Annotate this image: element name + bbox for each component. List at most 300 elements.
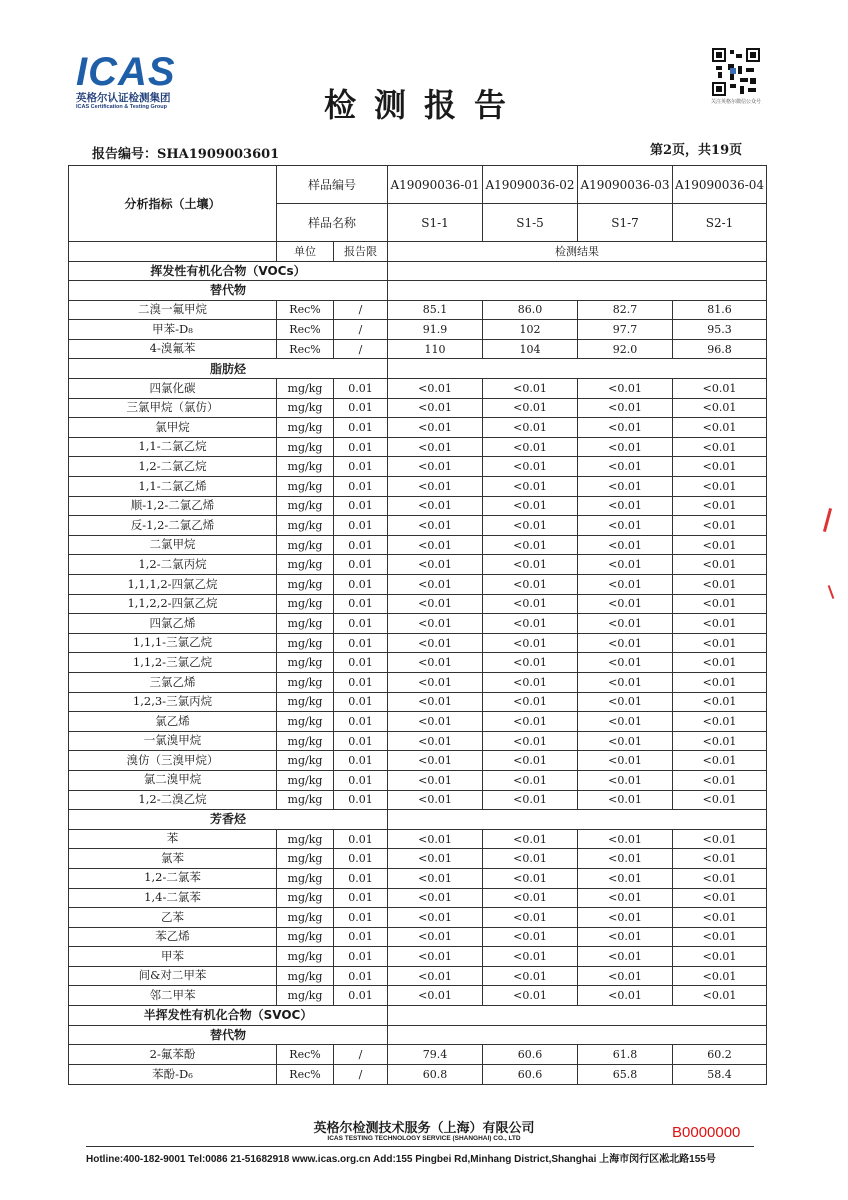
result-cell: <0.01	[483, 908, 578, 928]
result-cell: <0.01	[673, 457, 767, 477]
footer-contact: Hotline:400-182-9001 Tel:0086 21-51682918 www.icas.org.cn Add:155 Pingbei Rd,Minhang District,Shanghai 上海市闵行区凇北路155号	[86, 1154, 716, 1165]
result-cell: <0.01	[388, 653, 483, 673]
unit-cell: mg/kg	[277, 790, 334, 810]
result-cell: <0.01	[388, 868, 483, 888]
unit-cell: mg/kg	[277, 653, 334, 673]
table-row	[69, 947, 767, 967]
result-cell: <0.01	[483, 437, 578, 457]
analyte-name: 氯二溴甲烷	[69, 770, 277, 790]
table-row	[69, 575, 767, 595]
unit-cell: Rec%	[277, 339, 334, 359]
result-cell: <0.01	[673, 849, 767, 869]
result-cell: <0.01	[673, 947, 767, 967]
result-cell: <0.01	[483, 594, 578, 614]
unit-cell: mg/kg	[277, 398, 334, 418]
result-cell: <0.01	[483, 966, 578, 986]
result-cell: <0.01	[483, 379, 578, 399]
analyte-name: 1,1-二氯乙烯	[69, 477, 277, 497]
unit-cell: mg/kg	[277, 555, 334, 575]
result-cell: <0.01	[483, 712, 578, 732]
result-cell: <0.01	[578, 457, 673, 477]
result-cell: <0.01	[483, 555, 578, 575]
result-cell: <0.01	[388, 477, 483, 497]
result-cell: <0.01	[673, 535, 767, 555]
result-cell: <0.01	[578, 888, 673, 908]
analyte-name: 苯乙烯	[69, 927, 277, 947]
analyte-name: 1,1-二氯乙烷	[69, 437, 277, 457]
analyte-name: 1,1,1,2-四氯乙烷	[69, 575, 277, 595]
limit-cell: /	[334, 339, 388, 359]
result-cell: <0.01	[483, 868, 578, 888]
result-cell: <0.01	[388, 849, 483, 869]
result-cell: <0.01	[483, 692, 578, 712]
header-row-units	[69, 242, 767, 261]
result-cell: <0.01	[673, 790, 767, 810]
sample-id: A19090036-03	[578, 166, 673, 204]
limit-cell: 0.01	[334, 927, 388, 947]
result-cell: <0.01	[578, 849, 673, 869]
footer-company-en: ICAS TESTING TECHNOLOGY SERVICE (SHANGHAI) CO., LTD	[327, 1135, 521, 1142]
analyte-name: 甲苯	[69, 947, 277, 967]
blank-cell	[388, 810, 767, 830]
result-cell: <0.01	[483, 496, 578, 516]
unit-cell: mg/kg	[277, 712, 334, 732]
analyte-name: 乙苯	[69, 908, 277, 928]
result-cell: <0.01	[578, 868, 673, 888]
analyte-name: 间&对二甲苯	[69, 966, 277, 986]
limit-cell: 0.01	[334, 575, 388, 595]
result-cell: <0.01	[673, 986, 767, 1006]
analyte-name: 2-氟苯酚	[69, 1045, 277, 1065]
limit-cell: 0.01	[334, 770, 388, 790]
unit-cell: mg/kg	[277, 575, 334, 595]
section-row	[69, 359, 767, 379]
result-cell: <0.01	[578, 712, 673, 732]
table-row	[69, 731, 767, 751]
result-cell: <0.01	[578, 986, 673, 1006]
result-cell: 96.8	[673, 339, 767, 359]
result-cell: <0.01	[483, 927, 578, 947]
table-row	[69, 927, 767, 947]
unit-cell: mg/kg	[277, 751, 334, 771]
limit-cell: 0.01	[334, 731, 388, 751]
result-cell: <0.01	[388, 712, 483, 732]
result-cell: <0.01	[388, 888, 483, 908]
result-cell: <0.01	[578, 751, 673, 771]
analyte-name: 一氯溴甲烷	[69, 731, 277, 751]
analyte-name: 1,1,2-三氯乙烷	[69, 653, 277, 673]
blank-cell	[388, 261, 767, 281]
table-row	[69, 1045, 767, 1065]
result-cell: 86.0	[483, 300, 578, 320]
result-cell: <0.01	[388, 379, 483, 399]
table-row	[69, 868, 767, 888]
limit-cell: 0.01	[334, 477, 388, 497]
analyte-name: 氯甲烷	[69, 418, 277, 438]
analyte-name: 三氯乙烯	[69, 672, 277, 692]
result-cell: 110	[388, 339, 483, 359]
analyte-name: 顺-1,2-二氯乙烯	[69, 496, 277, 516]
analyte-name: 1,2-二氯乙烷	[69, 457, 277, 477]
limit-cell: 0.01	[334, 457, 388, 477]
table-row	[69, 555, 767, 575]
logo-text: ICAS	[76, 50, 176, 94]
analyte-name: 二氯甲烷	[69, 535, 277, 555]
limit-cell: 0.01	[334, 594, 388, 614]
result-cell: <0.01	[388, 751, 483, 771]
limit-label: 报告限	[334, 242, 388, 261]
qr-code-icon	[712, 48, 760, 96]
result-cell: 61.8	[578, 1045, 673, 1065]
analyte-name: 反-1,2-二氯乙烯	[69, 516, 277, 536]
section-label: 半挥发性有机化合物（SVOC）	[69, 1006, 388, 1026]
result-cell: 102	[483, 320, 578, 340]
result-cell: <0.01	[673, 908, 767, 928]
result-cell: <0.01	[388, 790, 483, 810]
limit-cell: 0.01	[334, 516, 388, 536]
red-pen-mark	[828, 585, 835, 599]
limit-cell: 0.01	[334, 692, 388, 712]
limit-cell: 0.01	[334, 398, 388, 418]
limit-cell: /	[334, 1045, 388, 1065]
result-cell: 58.4	[673, 1064, 767, 1084]
result-cell: <0.01	[483, 829, 578, 849]
result-cell: <0.01	[578, 418, 673, 438]
table-row	[69, 379, 767, 399]
result-cell: <0.01	[388, 614, 483, 634]
footer-code: B0000000	[672, 1124, 741, 1141]
result-cell: <0.01	[673, 496, 767, 516]
result-cell: <0.01	[578, 575, 673, 595]
result-cell: <0.01	[578, 653, 673, 673]
blank-cell	[388, 281, 767, 301]
analyte-name: 1,2-二氯苯	[69, 868, 277, 888]
result-cell: 79.4	[388, 1045, 483, 1065]
unit-cell: mg/kg	[277, 947, 334, 967]
analyte-name: 邻二甲苯	[69, 986, 277, 1006]
limit-cell: 0.01	[334, 535, 388, 555]
table-row	[69, 339, 767, 359]
limit-cell: 0.01	[334, 496, 388, 516]
table-row	[69, 320, 767, 340]
table-row	[69, 888, 767, 908]
result-cell: <0.01	[388, 692, 483, 712]
result-cell: <0.01	[578, 966, 673, 986]
section-row	[69, 281, 767, 301]
result-cell: 95.3	[673, 320, 767, 340]
table-row	[69, 1064, 767, 1084]
unit-cell: mg/kg	[277, 692, 334, 712]
unit-cell: mg/kg	[277, 516, 334, 536]
result-cell: <0.01	[388, 829, 483, 849]
result-cell: <0.01	[388, 927, 483, 947]
page-number: 第2页，共19页	[650, 143, 743, 158]
result-cell: <0.01	[673, 888, 767, 908]
result-cell: <0.01	[673, 614, 767, 634]
result-cell: <0.01	[483, 849, 578, 869]
section-row	[69, 1025, 767, 1045]
result-cell: <0.01	[388, 496, 483, 516]
limit-cell: 0.01	[334, 966, 388, 986]
table-row	[69, 477, 767, 497]
section-label: 替代物	[69, 281, 388, 301]
result-cell: <0.01	[483, 672, 578, 692]
section-label: 挥发性有机化合物（VOCs）	[69, 261, 388, 281]
result-cell: <0.01	[483, 614, 578, 634]
section-label: 芳香烃	[69, 810, 388, 830]
result-cell: 82.7	[578, 300, 673, 320]
result-cell: 91.9	[388, 320, 483, 340]
analysis-index-header: 分析指标（土壤）	[69, 166, 277, 242]
analyte-name: 4-溴氟苯	[69, 339, 277, 359]
limit-cell: 0.01	[334, 908, 388, 928]
result-cell: <0.01	[388, 633, 483, 653]
result-cell: <0.01	[483, 398, 578, 418]
result-cell: <0.01	[578, 672, 673, 692]
result-cell: <0.01	[483, 653, 578, 673]
table-row	[69, 516, 767, 536]
limit-cell: 0.01	[334, 849, 388, 869]
result-cell: <0.01	[673, 379, 767, 399]
table-row	[69, 692, 767, 712]
result-cell: <0.01	[578, 633, 673, 653]
table-row	[69, 437, 767, 457]
result-cell: <0.01	[388, 966, 483, 986]
limit-cell: 0.01	[334, 653, 388, 673]
result-cell: 60.6	[483, 1064, 578, 1084]
limit-cell: 0.01	[334, 672, 388, 692]
result-cell: <0.01	[673, 927, 767, 947]
result-cell: <0.01	[388, 908, 483, 928]
limit-cell: /	[334, 320, 388, 340]
table-row	[69, 790, 767, 810]
limit-cell: 0.01	[334, 751, 388, 771]
unit-cell: mg/kg	[277, 770, 334, 790]
result-cell: <0.01	[483, 477, 578, 497]
unit-cell: mg/kg	[277, 496, 334, 516]
result-cell: <0.01	[673, 477, 767, 497]
result-cell: <0.01	[388, 672, 483, 692]
table-row	[69, 849, 767, 869]
result-cell: <0.01	[483, 770, 578, 790]
result-cell: <0.01	[388, 535, 483, 555]
unit-cell: mg/kg	[277, 849, 334, 869]
table-row	[69, 418, 767, 438]
analyte-name: 二溴一氟甲烷	[69, 300, 277, 320]
result-cell: <0.01	[673, 516, 767, 536]
result-cell: <0.01	[673, 398, 767, 418]
footer-company-cn: 英格尔检测技术服务（上海）有限公司	[313, 1121, 535, 1136]
result-cell: <0.01	[578, 477, 673, 497]
result-cell: <0.01	[578, 594, 673, 614]
analyte-name: 四氯乙烯	[69, 614, 277, 634]
table-row	[69, 653, 767, 673]
sample-name: S1-1	[388, 204, 483, 242]
unit-cell: mg/kg	[277, 457, 334, 477]
limit-cell: 0.01	[334, 633, 388, 653]
result-cell: <0.01	[388, 986, 483, 1006]
result-cell: <0.01	[578, 614, 673, 634]
unit-cell: mg/kg	[277, 379, 334, 399]
logo-en: ICAS Certification & Testing Group	[76, 104, 167, 110]
sample-name: S1-5	[483, 204, 578, 242]
result-cell: <0.01	[388, 731, 483, 751]
sample-id-label: 样品编号	[277, 166, 388, 204]
table-row	[69, 908, 767, 928]
unit-cell: Rec%	[277, 320, 334, 340]
unit-cell: mg/kg	[277, 614, 334, 634]
result-cell: <0.01	[483, 535, 578, 555]
analyte-name: 四氯化碳	[69, 379, 277, 399]
result-cell: <0.01	[673, 418, 767, 438]
unit-cell: Rec%	[277, 1064, 334, 1084]
limit-cell: 0.01	[334, 868, 388, 888]
result-cell: <0.01	[673, 575, 767, 595]
result-cell: <0.01	[483, 418, 578, 438]
limit-cell: 0.01	[334, 790, 388, 810]
table-row	[69, 770, 767, 790]
unit-cell: mg/kg	[277, 418, 334, 438]
result-cell: <0.01	[578, 516, 673, 536]
table-row	[69, 633, 767, 653]
sample-name: S1-7	[578, 204, 673, 242]
result-cell: <0.01	[388, 418, 483, 438]
table-row	[69, 829, 767, 849]
sample-id: A19090036-01	[388, 166, 483, 204]
result-cell: <0.01	[388, 575, 483, 595]
analyte-name: 1,2,3-三氯丙烷	[69, 692, 277, 712]
result-cell: <0.01	[483, 633, 578, 653]
result-cell: 92.0	[578, 339, 673, 359]
red-pen-mark	[823, 508, 832, 532]
unit-cell: Rec%	[277, 300, 334, 320]
result-cell: <0.01	[673, 731, 767, 751]
result-cell: <0.01	[673, 633, 767, 653]
result-cell: <0.01	[673, 829, 767, 849]
result-cell: <0.01	[388, 555, 483, 575]
limit-cell: 0.01	[334, 614, 388, 634]
result-cell: <0.01	[578, 437, 673, 457]
result-cell: <0.01	[673, 437, 767, 457]
result-cell: 60.2	[673, 1045, 767, 1065]
result-cell: <0.01	[673, 712, 767, 732]
result-cell: <0.01	[483, 986, 578, 1006]
result-cell: 85.1	[388, 300, 483, 320]
result-cell: <0.01	[673, 555, 767, 575]
analyte-name: 三氯甲烷（氯仿）	[69, 398, 277, 418]
unit-label: 单位	[277, 242, 334, 261]
report-number: 报告编号：SHA1909003601	[92, 147, 280, 162]
result-cell: <0.01	[483, 790, 578, 810]
result-cell: <0.01	[578, 790, 673, 810]
sample-id: A19090036-04	[673, 166, 767, 204]
table-row	[69, 986, 767, 1006]
result-cell: <0.01	[388, 594, 483, 614]
table-row	[69, 457, 767, 477]
limit-cell: 0.01	[334, 829, 388, 849]
sample-name-label: 样品名称	[277, 204, 388, 242]
limit-cell: 0.01	[334, 437, 388, 457]
result-cell: <0.01	[388, 516, 483, 536]
blank-cell	[388, 1006, 767, 1026]
unit-cell: mg/kg	[277, 986, 334, 1006]
header-row-sample-id	[69, 166, 767, 204]
analyte-name: 甲苯-D₈	[69, 320, 277, 340]
unit-cell: mg/kg	[277, 908, 334, 928]
unit-cell: Rec%	[277, 1045, 334, 1065]
result-cell: <0.01	[483, 751, 578, 771]
result-cell: <0.01	[673, 672, 767, 692]
result-cell: <0.01	[673, 692, 767, 712]
result-cell: <0.01	[388, 947, 483, 967]
analyte-name: 1,2-二溴乙烷	[69, 790, 277, 810]
section-row	[69, 810, 767, 830]
analyte-name: 1,4-二氯苯	[69, 888, 277, 908]
analyte-name: 苯	[69, 829, 277, 849]
result-cell: <0.01	[388, 398, 483, 418]
result-cell: <0.01	[388, 770, 483, 790]
document-title: 检测报告	[323, 86, 524, 124]
result-cell: <0.01	[483, 516, 578, 536]
section-label: 替代物	[69, 1025, 388, 1045]
analyte-name: 1,1,1-三氯乙烷	[69, 633, 277, 653]
limit-cell: 0.01	[334, 712, 388, 732]
result-cell: <0.01	[673, 751, 767, 771]
section-row	[69, 1006, 767, 1026]
analyte-name: 1,2-二氯丙烷	[69, 555, 277, 575]
limit-cell: 0.01	[334, 555, 388, 575]
table-row	[69, 751, 767, 771]
table-row	[69, 672, 767, 692]
result-cell: <0.01	[388, 457, 483, 477]
sample-name: S2-1	[673, 204, 767, 242]
table-row	[69, 966, 767, 986]
result-cell: 97.7	[578, 320, 673, 340]
analyte-name: 苯酚-D₆	[69, 1064, 277, 1084]
result-cell: <0.01	[673, 653, 767, 673]
blank-cell	[388, 359, 767, 379]
result-cell: <0.01	[483, 575, 578, 595]
limit-cell: 0.01	[334, 888, 388, 908]
results-table	[68, 165, 766, 1085]
unit-cell: mg/kg	[277, 966, 334, 986]
result-cell: <0.01	[483, 457, 578, 477]
result-cell: <0.01	[578, 927, 673, 947]
unit-cell: mg/kg	[277, 437, 334, 457]
result-cell: <0.01	[578, 398, 673, 418]
unit-cell: mg/kg	[277, 477, 334, 497]
section-row	[69, 261, 767, 281]
result-cell: 60.6	[483, 1045, 578, 1065]
result-cell: 60.8	[388, 1064, 483, 1084]
unit-cell: mg/kg	[277, 535, 334, 555]
unit-cell: mg/kg	[277, 731, 334, 751]
limit-cell: 0.01	[334, 947, 388, 967]
result-cell: <0.01	[578, 692, 673, 712]
result-cell: <0.01	[483, 947, 578, 967]
result-cell: <0.01	[578, 770, 673, 790]
unit-cell: mg/kg	[277, 868, 334, 888]
section-label: 脂肪烃	[69, 359, 388, 379]
footer-divider	[86, 1146, 754, 1147]
analyte-name: 溴仿（三溴甲烷）	[69, 751, 277, 771]
result-cell: <0.01	[578, 379, 673, 399]
result-label: 检测结果	[388, 242, 767, 261]
blank-cell	[388, 1025, 767, 1045]
table-row	[69, 398, 767, 418]
limit-cell: 0.01	[334, 379, 388, 399]
result-cell: <0.01	[578, 555, 673, 575]
